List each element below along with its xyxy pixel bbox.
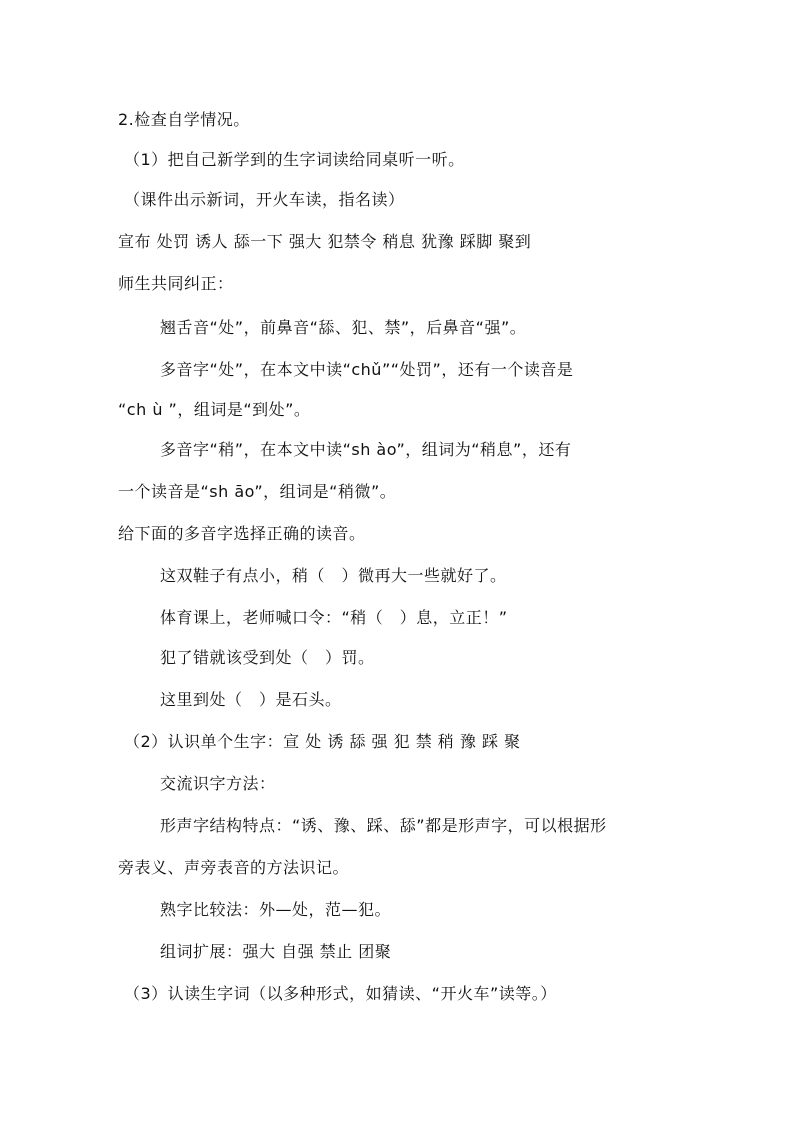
method-phonetic-line1: 形声字结构特点：“诱、豫、踩、舔”都是形声字，可以根据形 — [160, 816, 607, 835]
subsection-1: （1）把自己新学到的生字词读给同桌听一听。 — [124, 150, 465, 169]
exercise-item-1: 这双鞋子有点小，稍（ ）微再大一些就好了。 — [160, 566, 507, 585]
subsection-2: （2）认识单个生字：宣 处 诱 舔 强 犯 禁 稍 豫 踩 聚 — [124, 732, 521, 751]
courseware-note: （课件出示新词，开火车读，指名读） — [124, 190, 405, 209]
pronunciation-note: 翘舌音“处”，前鼻音“舔、犯、禁”，后鼻音“强”。 — [160, 318, 527, 337]
exercise-heading: 给下面的多音字选择正确的读音。 — [118, 524, 366, 543]
method-expand: 组词扩展：强大 自强 禁止 团聚 — [160, 942, 392, 961]
method-compare: 熟字比较法：外—处，范—犯。 — [160, 900, 392, 919]
correction-heading: 师生共同纠正： — [118, 274, 234, 293]
polyphone-chu-line1: 多音字“处”，在本文中读“chǔ”“处罚”，还有一个读音是 — [160, 360, 574, 379]
subsection-3: （3）认读生字词（以多种形式，如猜读、“开火车”读等。） — [124, 984, 557, 1003]
method-phonetic-line2: 旁表义、声旁表音的方法识记。 — [118, 858, 350, 877]
new-words-list: 宣布 处罚 诱人 舔一下 强大 犯禁令 稍息 犹豫 踩脚 聚到 — [118, 232, 532, 251]
exercise-item-4: 这里到处（ ）是石头。 — [160, 690, 342, 709]
section-heading: 2.检查自学情况。 — [118, 110, 250, 129]
exercise-item-2: 体育课上，老师喊口令：“稍（ ）息，立正！” — [160, 608, 508, 627]
polyphone-chu-line2: “ch ù ”，组词是“到处”。 — [118, 400, 311, 419]
exercise-item-3: 犯了错就该受到处（ ）罚。 — [160, 648, 375, 667]
polyphone-shao-line2: 一个读音是“sh āo”，组词是“稍微”。 — [118, 482, 397, 501]
method-heading: 交流识字方法： — [160, 774, 276, 793]
polyphone-shao-line1: 多音字“稍”，在本文中读“sh ào”，组词为“稍息”，还有 — [160, 440, 572, 459]
